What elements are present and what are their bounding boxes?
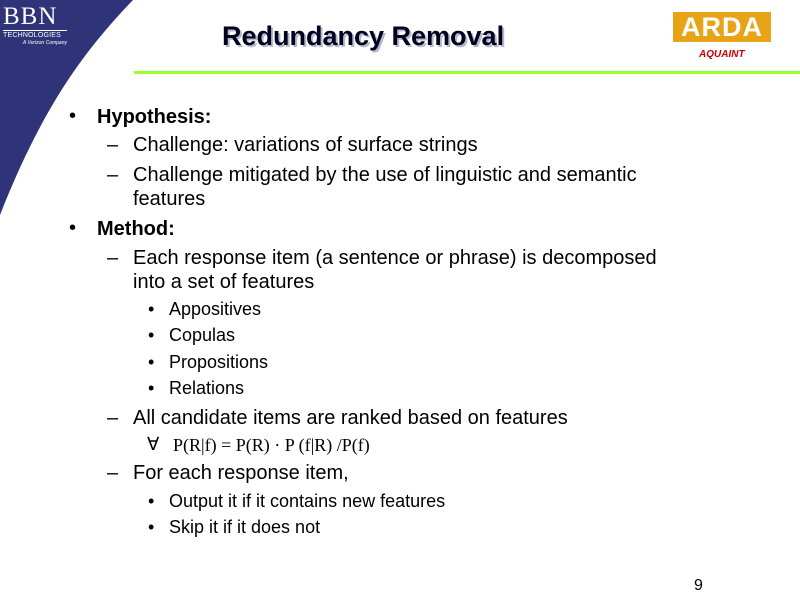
feature-item: Appositives [169,299,262,319]
hypothesis-heading: Hypothesis: [97,106,212,128]
output-rule: Output it if it contains new features [169,491,446,511]
dash-marker: – [107,164,119,186]
feature-item: Relations [169,378,245,398]
feature-item: Propositions [169,352,269,372]
for-each-item: For each response item, [133,462,349,484]
decompose-line2: into a set of features [133,271,315,293]
slide-title: Redundancy Removal [222,21,505,51]
aquaint-label: AQUAINT [699,49,745,60]
ranked-items: All candidate items are ranked based on features [133,407,568,429]
bullet-marker: • [69,105,77,127]
skip-rule: Skip it if it does not [169,517,321,537]
page-number: 9 [694,577,703,594]
probability-formula: P(R|f) = P(R) · P (f|R) /P(f) [173,435,370,455]
dash-marker: – [107,134,119,156]
challenge-mitigated-line1: Challenge mitigated by the use of linguistic and semantic [133,164,637,186]
challenge-mitigated-line2: features [133,188,206,210]
decompose-line1: Each response item (a sentence or phrase) is decomposed [133,247,657,269]
bbn-logo-technologies: TECHNOLOGIES [3,32,62,39]
dash-marker: – [107,247,119,269]
dash-marker: – [107,407,119,429]
bullet-marker: • [69,217,77,239]
small-bullet-marker: • [148,299,155,319]
challenge-surface-strings: Challenge: variations of surface strings [133,134,478,156]
method-heading: Method: [97,218,175,240]
bbn-logo-tagline: A Verizon Company [22,40,67,46]
arda-logo-name: ARDA [681,12,763,42]
small-bullet-marker: • [148,378,155,398]
forall-symbol: ∀ [147,434,160,454]
feature-item: Copulas [169,325,236,345]
small-bullet-marker: • [148,491,155,511]
bbn-logo-name: BBN [3,3,58,30]
small-bullet-marker: • [148,352,155,372]
small-bullet-marker: • [148,325,155,345]
dash-marker: – [107,462,119,484]
small-bullet-marker: • [148,517,155,537]
